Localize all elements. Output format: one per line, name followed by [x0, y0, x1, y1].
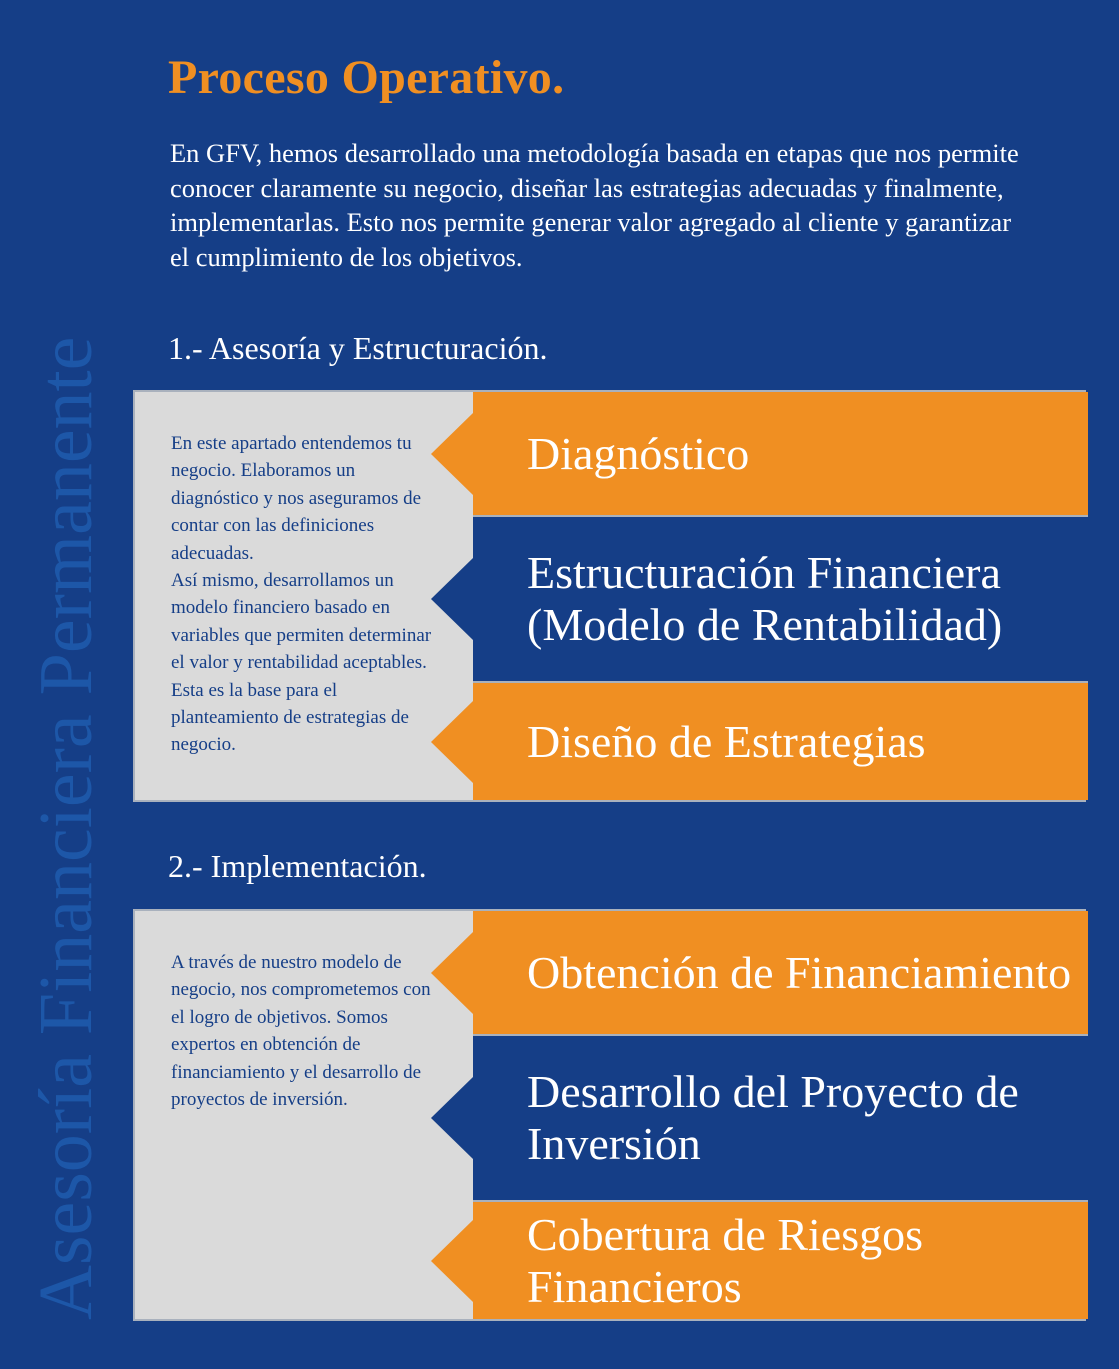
stage-arrow-notch: [431, 558, 473, 640]
vertical-side-title: Asesoría Financiera Permanente: [24, 336, 108, 1320]
stage-arrow-notch: [431, 932, 473, 1014]
stage-panel-implementacion: [133, 909, 1086, 1321]
section-heading-asesoria: 1.- Asesoría y Estructuración.: [168, 330, 548, 366]
stage-obtencion-financiamiento: [473, 911, 1088, 1034]
section-heading-implementacion: 2.- Implementación.: [168, 848, 427, 884]
stage-diseno-estrategias: [473, 681, 1088, 800]
stage-label: Desarrollo del Proyecto de Inversión: [527, 1066, 1019, 1169]
stage-arrow-notch: [431, 1220, 473, 1302]
stage-arrow-notch: [431, 1077, 473, 1159]
panel-description-implementacion: A través de nuestro modelo de negocio, nos comprometemos con el logro de objetivos. Somos expertos en obtención de financiamiento y el desarrollo de proyectos de inversión.: [171, 952, 431, 1111]
stage-desarrollo-proyecto: [473, 1034, 1088, 1200]
stage-cobertura-riesgos: [473, 1200, 1088, 1319]
panel-description-asesoria: En este apartado entendemos tu negocio. Elaboramos un diagnóstico y nos aseguramos de contar con las definiciones adecuadas. Así mismo, desarrollamos un modelo financiero basado en variables que permiten determinar el valor y rentabilidad aceptables. Esta es la base para el planteamiento de estrategias de negocio.: [171, 433, 432, 756]
stage-arrow-notch: [431, 701, 473, 783]
intro-paragraph: En GFV, hemos desarrollado una metodología basada en etapas que nos permite conocer claramente su negocio, diseñar las estrategias adecuadas y finalmente, implementarlas. Esto nos permite generar valor agregado al cliente y garantizar el cumplimiento de los objetivos.: [170, 138, 1019, 272]
stage-label: Estructuración Financiera (Modelo de Rentabilidad): [527, 547, 1003, 650]
stage-label: Cobertura de Riesgos Financieros: [527, 1208, 924, 1312]
stage-panel-asesoria: [133, 390, 1086, 802]
stage-label: Diagnóstico: [527, 427, 750, 479]
stage-label: Diseño de Estrategias: [527, 715, 926, 767]
stage-diagnostico: [473, 392, 1088, 515]
page-title: Proceso Operativo.: [168, 51, 565, 104]
stage-arrow-notch: [431, 413, 473, 495]
stage-estructuracion-financiera: [473, 515, 1088, 681]
stage-label: Obtención de Financiamiento: [527, 946, 1072, 998]
